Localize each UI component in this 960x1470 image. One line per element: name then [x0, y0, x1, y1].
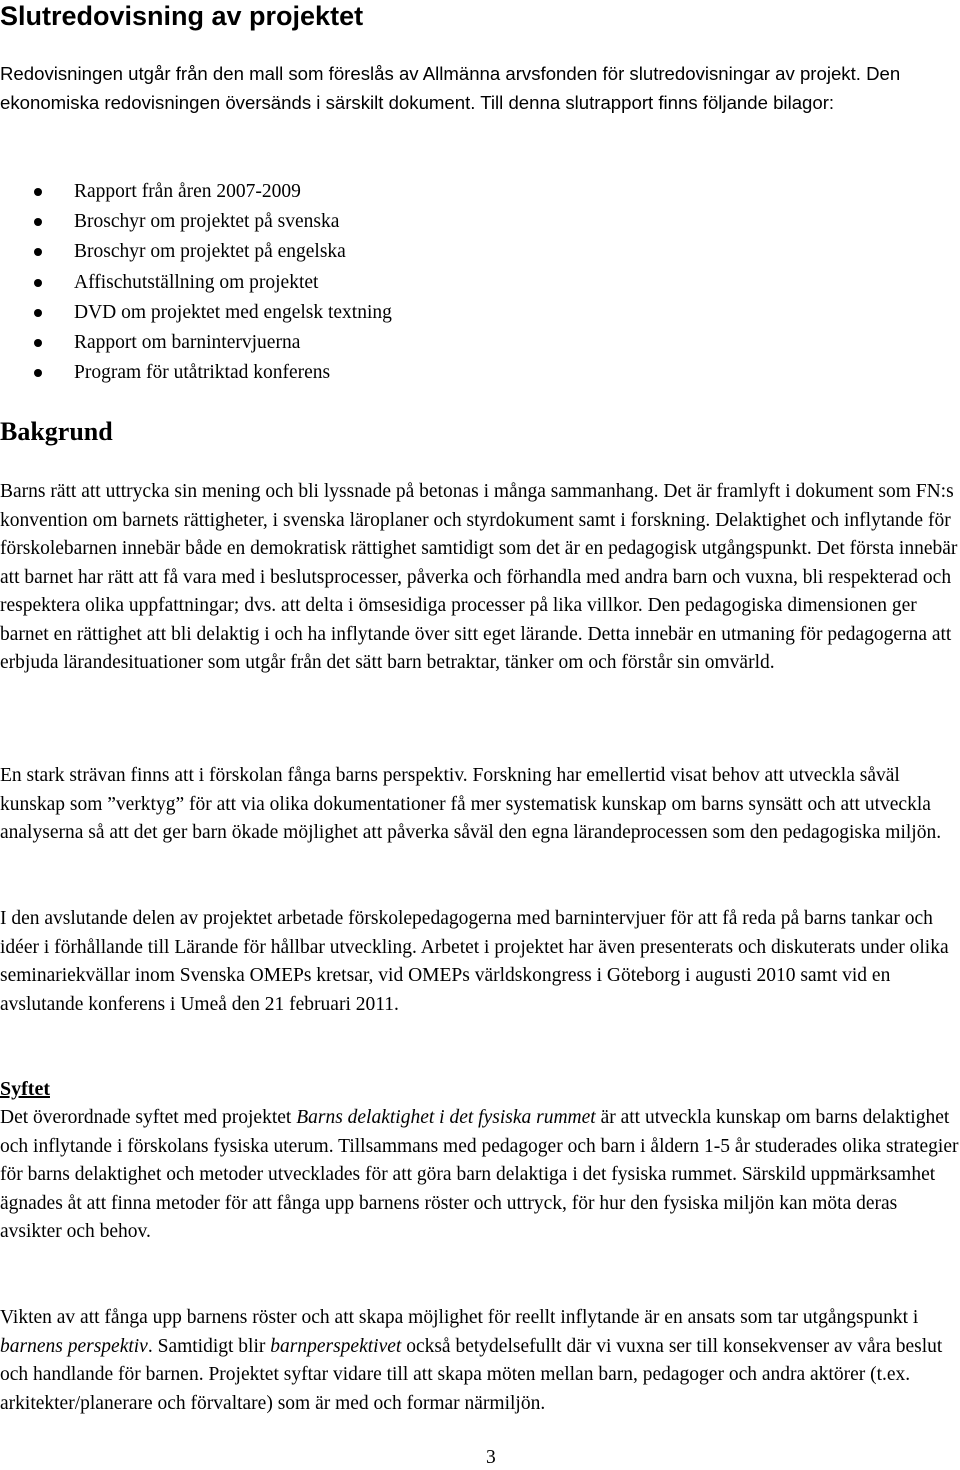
- list-item: Affischutställning om projektet: [0, 268, 392, 298]
- purpose-paragraph-2: Vikten av att fånga upp barnens röster och att skapa möjlighet för reellt inflytande är en ansats som tar utgångspunkt i barnens perspektiv. Samtidigt blir barnperspektivet också betydelsefullt där vi vuxna ser till konsekvenser av våra beslut och handlande för barnen. Projektet syftar vidare till att skapa möten mellan barn, pedagoger och andra aktörer (t.ex. arkitekter/planerare och förvaltare) som är med och formar närmiljön.: [0, 1307, 943, 1414]
- attachments-list: [0, 177, 392, 388]
- bullet-icon: [34, 369, 42, 377]
- list-item: Broschyr om projektet på svenska: [0, 207, 392, 237]
- background-paragraph-3: I den avslutande delen av projektet arbetade förskolepedagogerna med barnintervjuer för att få reda på barns tankar och idéer i förhållande till Lärande för hållbar utveckling. Arbetet i projektet har även presenterats och diskuterats under olika seminariekvällar inom Svenska OMEPs kretsar, vid OMEPs världskongress i Göteborg i augusti 2010 samt vid en avslutande konferens i Umeå den 21 februari 2011.: [0, 908, 949, 1015]
- bullet-icon: [34, 309, 42, 317]
- page-number: 3: [486, 1447, 496, 1468]
- background-heading: Bakgrund: [0, 417, 113, 446]
- bullet-icon: [34, 218, 42, 226]
- purpose-heading: Syftet: [0, 1078, 50, 1100]
- list-item: Broschyr om projektet på engelska: [0, 237, 392, 267]
- list-item: Rapport om barnintervjuerna: [0, 328, 392, 358]
- list-item: Program för utåtriktad konferens: [0, 358, 392, 388]
- bullet-icon: [34, 188, 42, 196]
- bullet-icon: [34, 279, 42, 287]
- purpose-paragraph-1: Det överordnade syftet med projektet Barns delaktighet i det fysiska rummet är att utveckla kunskap om barns delaktighet och inflytande i förskolans fysiska uterum. Tillsammans med pedagoger och barn i åldern 1-5 år studerades olika strategier för barns delaktighet och metoder utvecklades för att göra barn delaktiga i det fysiska rummet. Särskild uppmärksamhet ägnades åt att finna metoder för att fånga upp barnens röster och uttryck, för hur den fysiska miljön kan möta deras avsikter och behov.: [0, 1107, 959, 1242]
- intro-paragraph: Redovisningen utgår från den mall som föreslås av Allmänna arvsfonden för slutredovisningar av projekt. Den ekonomiska redovisningen översänds i särskilt dokument. Till denna slutrapport finns följande bilagor:: [0, 63, 901, 113]
- background-paragraph-1: Barns rätt att uttrycka sin mening och bli lyssnade på betonas i många sammanhang. Det är framlyft i dokument som FN:s konvention om barnets rättigheter, i svenska läroplaner och styrdokument samt i forskning. Delaktighet och inflytande för förskolebarnen innebär både en demokratisk rättighet samtidigt som det är en pedagogisk utgångspunkt. Det första innebär att barnet har rätt att få vara med i beslutsprocesser, påverka och förhandla med andra barn och vuxna, bli respekterad och respektera olika uppfattningar; dvs. att delta i ömsesidiga processer på lika villkor. Den pedagogiska dimensionen ger barnet en rättighet att bli delaktig i och ha inflytande över sitt eget lärande. Detta innebär en utmaning för pedagogerna att erbjuda lärandesituationer som utgår från det sätt barn betraktar, tänker om och förstår sin omvärld.: [0, 481, 958, 673]
- list-item: DVD om projektet med engelsk textning: [0, 298, 392, 328]
- bullet-icon: [34, 248, 42, 256]
- background-paragraph-2: En stark strävan finns att i förskolan fånga barns perspektiv. Forskning har emellertid visat behov att utveckla såväl kunskap som ”verktyg” för att via olika dokumentationer få mer systematisk kunskap om barns synsätt och att utveckla analyserna så att det ger barn ökade möjlighet att påverka såväl den egna lärandeprocessen som den pedagogiska miljön.: [0, 765, 942, 843]
- page-title: Slutredovisning av projektet: [0, 1, 364, 31]
- list-item: Rapport från åren 2007-2009: [0, 177, 392, 207]
- bullet-icon: [34, 339, 42, 347]
